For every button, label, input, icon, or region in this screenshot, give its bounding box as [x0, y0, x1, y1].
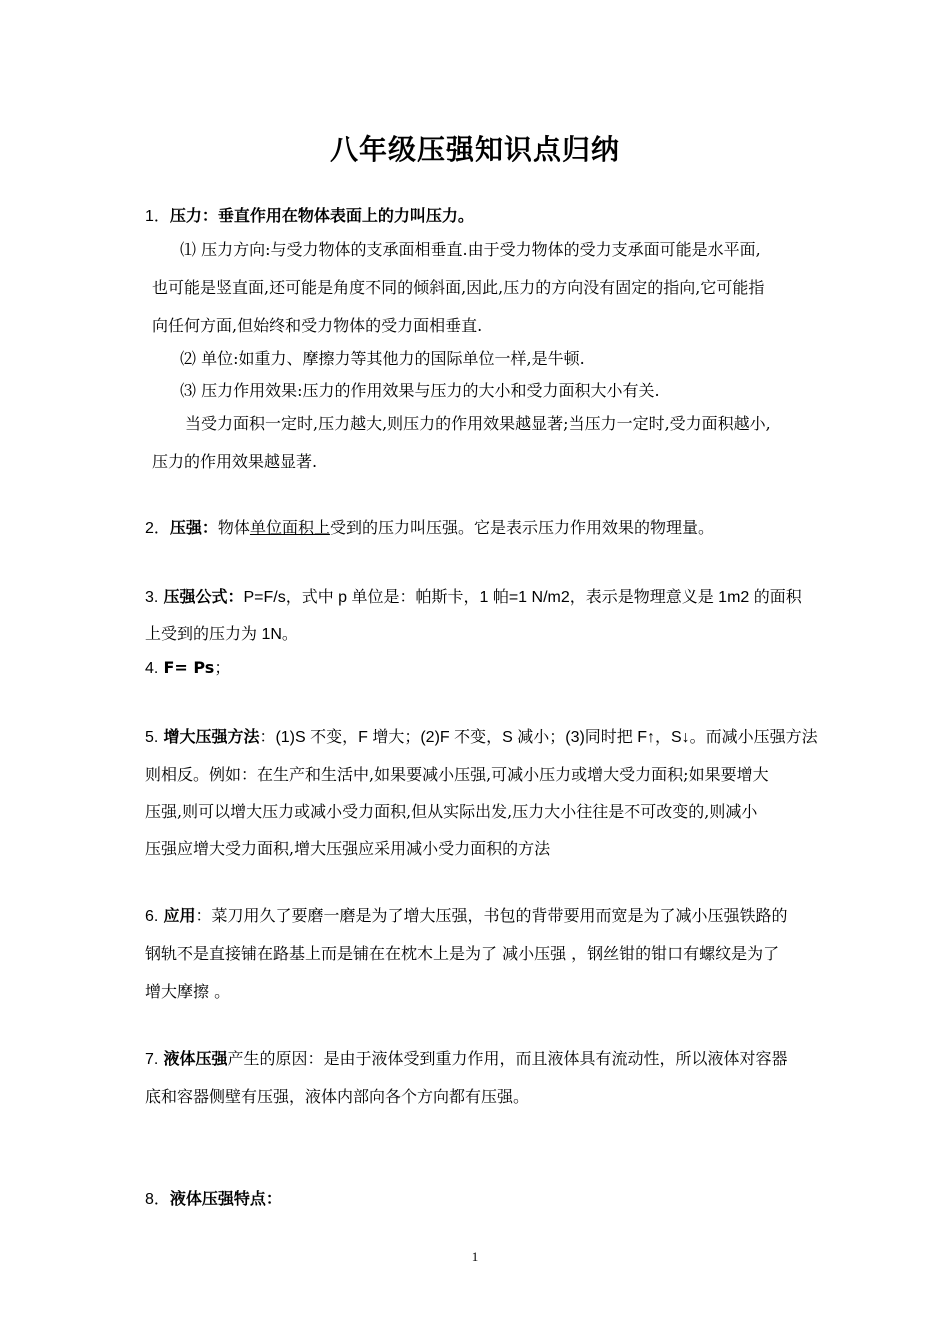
- underlined-term: 单位面积上: [249, 518, 330, 537]
- section-number: 8．: [145, 1191, 170, 1208]
- section-heading-text: 压强：: [169, 518, 218, 537]
- paragraph-line: ⑵ 单位:如重力、摩擦力等其他力的国际单位一样,是牛顿.: [180, 349, 585, 368]
- text-span: ：(1)S 不变，F 增大；(2)F 不变，S 减小；(3)同时把 F↑，S↓。而减小压强方法: [259, 729, 818, 746]
- section-number: 7.: [145, 1051, 159, 1068]
- paragraph-line: ⑴ 压力方向:与受力物体的支承面相垂直.由于受力物体的受力支承面可能是水平面,: [180, 240, 761, 259]
- section-heading-text: 应用: [163, 906, 196, 925]
- paragraph-line: 上受到的压力为 1N。: [145, 626, 298, 643]
- text-span: 受到的压力叫压强。它是表示压力作用效果的物理量。: [329, 518, 714, 537]
- document-title: 八年级压强知识点归纳: [329, 133, 620, 166]
- section-number: 6.: [145, 908, 159, 925]
- section-heading-text: 液体压强特点：: [169, 1189, 282, 1208]
- section-5-line: [145, 724, 818, 747]
- paragraph-line: 压力的作用效果越显著.: [152, 452, 318, 471]
- paragraph-line: 底和容器侧壁有压强，液体内部向各个方向都有压强。: [145, 1087, 530, 1106]
- paragraph-line: 增大摩擦 。: [145, 982, 231, 1001]
- paragraph-line: 则相反。例如：在生产和生活中,如果要减小压强,可减小压力或增大受力面积;如果要增大: [145, 765, 769, 784]
- text-span: ，式中 p 单位是：帕斯卡，1 帕=1 N/m2，表示是物理意义是 1m2 的面积: [285, 589, 802, 606]
- section-1-heading: [145, 203, 474, 226]
- paragraph-line: 压强应增大受力面积,增大压强应采用减小受力面积的方法: [145, 839, 551, 858]
- section-number: 2．: [145, 520, 170, 537]
- section-2-line: [145, 515, 714, 538]
- formula: F= Ps: [163, 658, 215, 677]
- section-6-line: [145, 903, 787, 926]
- text-span: ；: [214, 658, 231, 677]
- paragraph-line: 向任何方面,但始终和受力物体的受力面相垂直.: [152, 316, 483, 335]
- section-4-line: [145, 655, 230, 678]
- text-span: 产生的原因：是由于液体受到重力作用，而且液体具有流动性，所以液体对容器: [227, 1049, 788, 1068]
- section-number: 5.: [145, 729, 159, 746]
- text-span: ：菜刀用久了要磨一磨是为了增大压强，书包的背带要用而宽是为了减小压强铁路的: [195, 906, 788, 925]
- section-3-line: [145, 584, 802, 607]
- section-number: 4.: [145, 660, 159, 677]
- paragraph-line: 压强,则可以增大压力或减小受力面积,但从实际出发,压力大小往往是不可改变的,则减小: [145, 802, 758, 821]
- section-8-heading: [145, 1186, 282, 1209]
- paragraph-line: 也可能是竖直面,还可能是角度不同的倾斜面,因此,压力的方向没有固定的指向,它可能指: [152, 278, 765, 297]
- paragraph-line: 钢轨不是直接铺在路基上而是铺在在枕木上是为了 减小压强 ，钢丝钳的钳口有螺纹是为了: [145, 944, 780, 963]
- section-heading-text: 压力：垂直作用在物体表面上的力叫压力。: [169, 206, 474, 225]
- section-number: 3.: [145, 589, 159, 606]
- section-7-line: [145, 1046, 787, 1069]
- page-number: 1: [471, 1249, 479, 1264]
- paragraph-line: 当受力面积一定时,压力越大,则压力的作用效果越显著;当压力一定时,受力面积越小,: [185, 414, 771, 433]
- section-heading-text: 增大压强方法: [163, 727, 260, 746]
- text-span: 物体: [217, 518, 250, 537]
- section-number: 1．: [145, 208, 170, 225]
- paragraph-line: ⑶ 压力作用效果:压力的作用效果与压力的大小和受力面积大小有关.: [180, 381, 660, 400]
- section-heading-text: 液体压强: [163, 1049, 228, 1068]
- section-heading-text: 压强公式：: [163, 587, 244, 606]
- formula: P=F/s: [243, 589, 286, 606]
